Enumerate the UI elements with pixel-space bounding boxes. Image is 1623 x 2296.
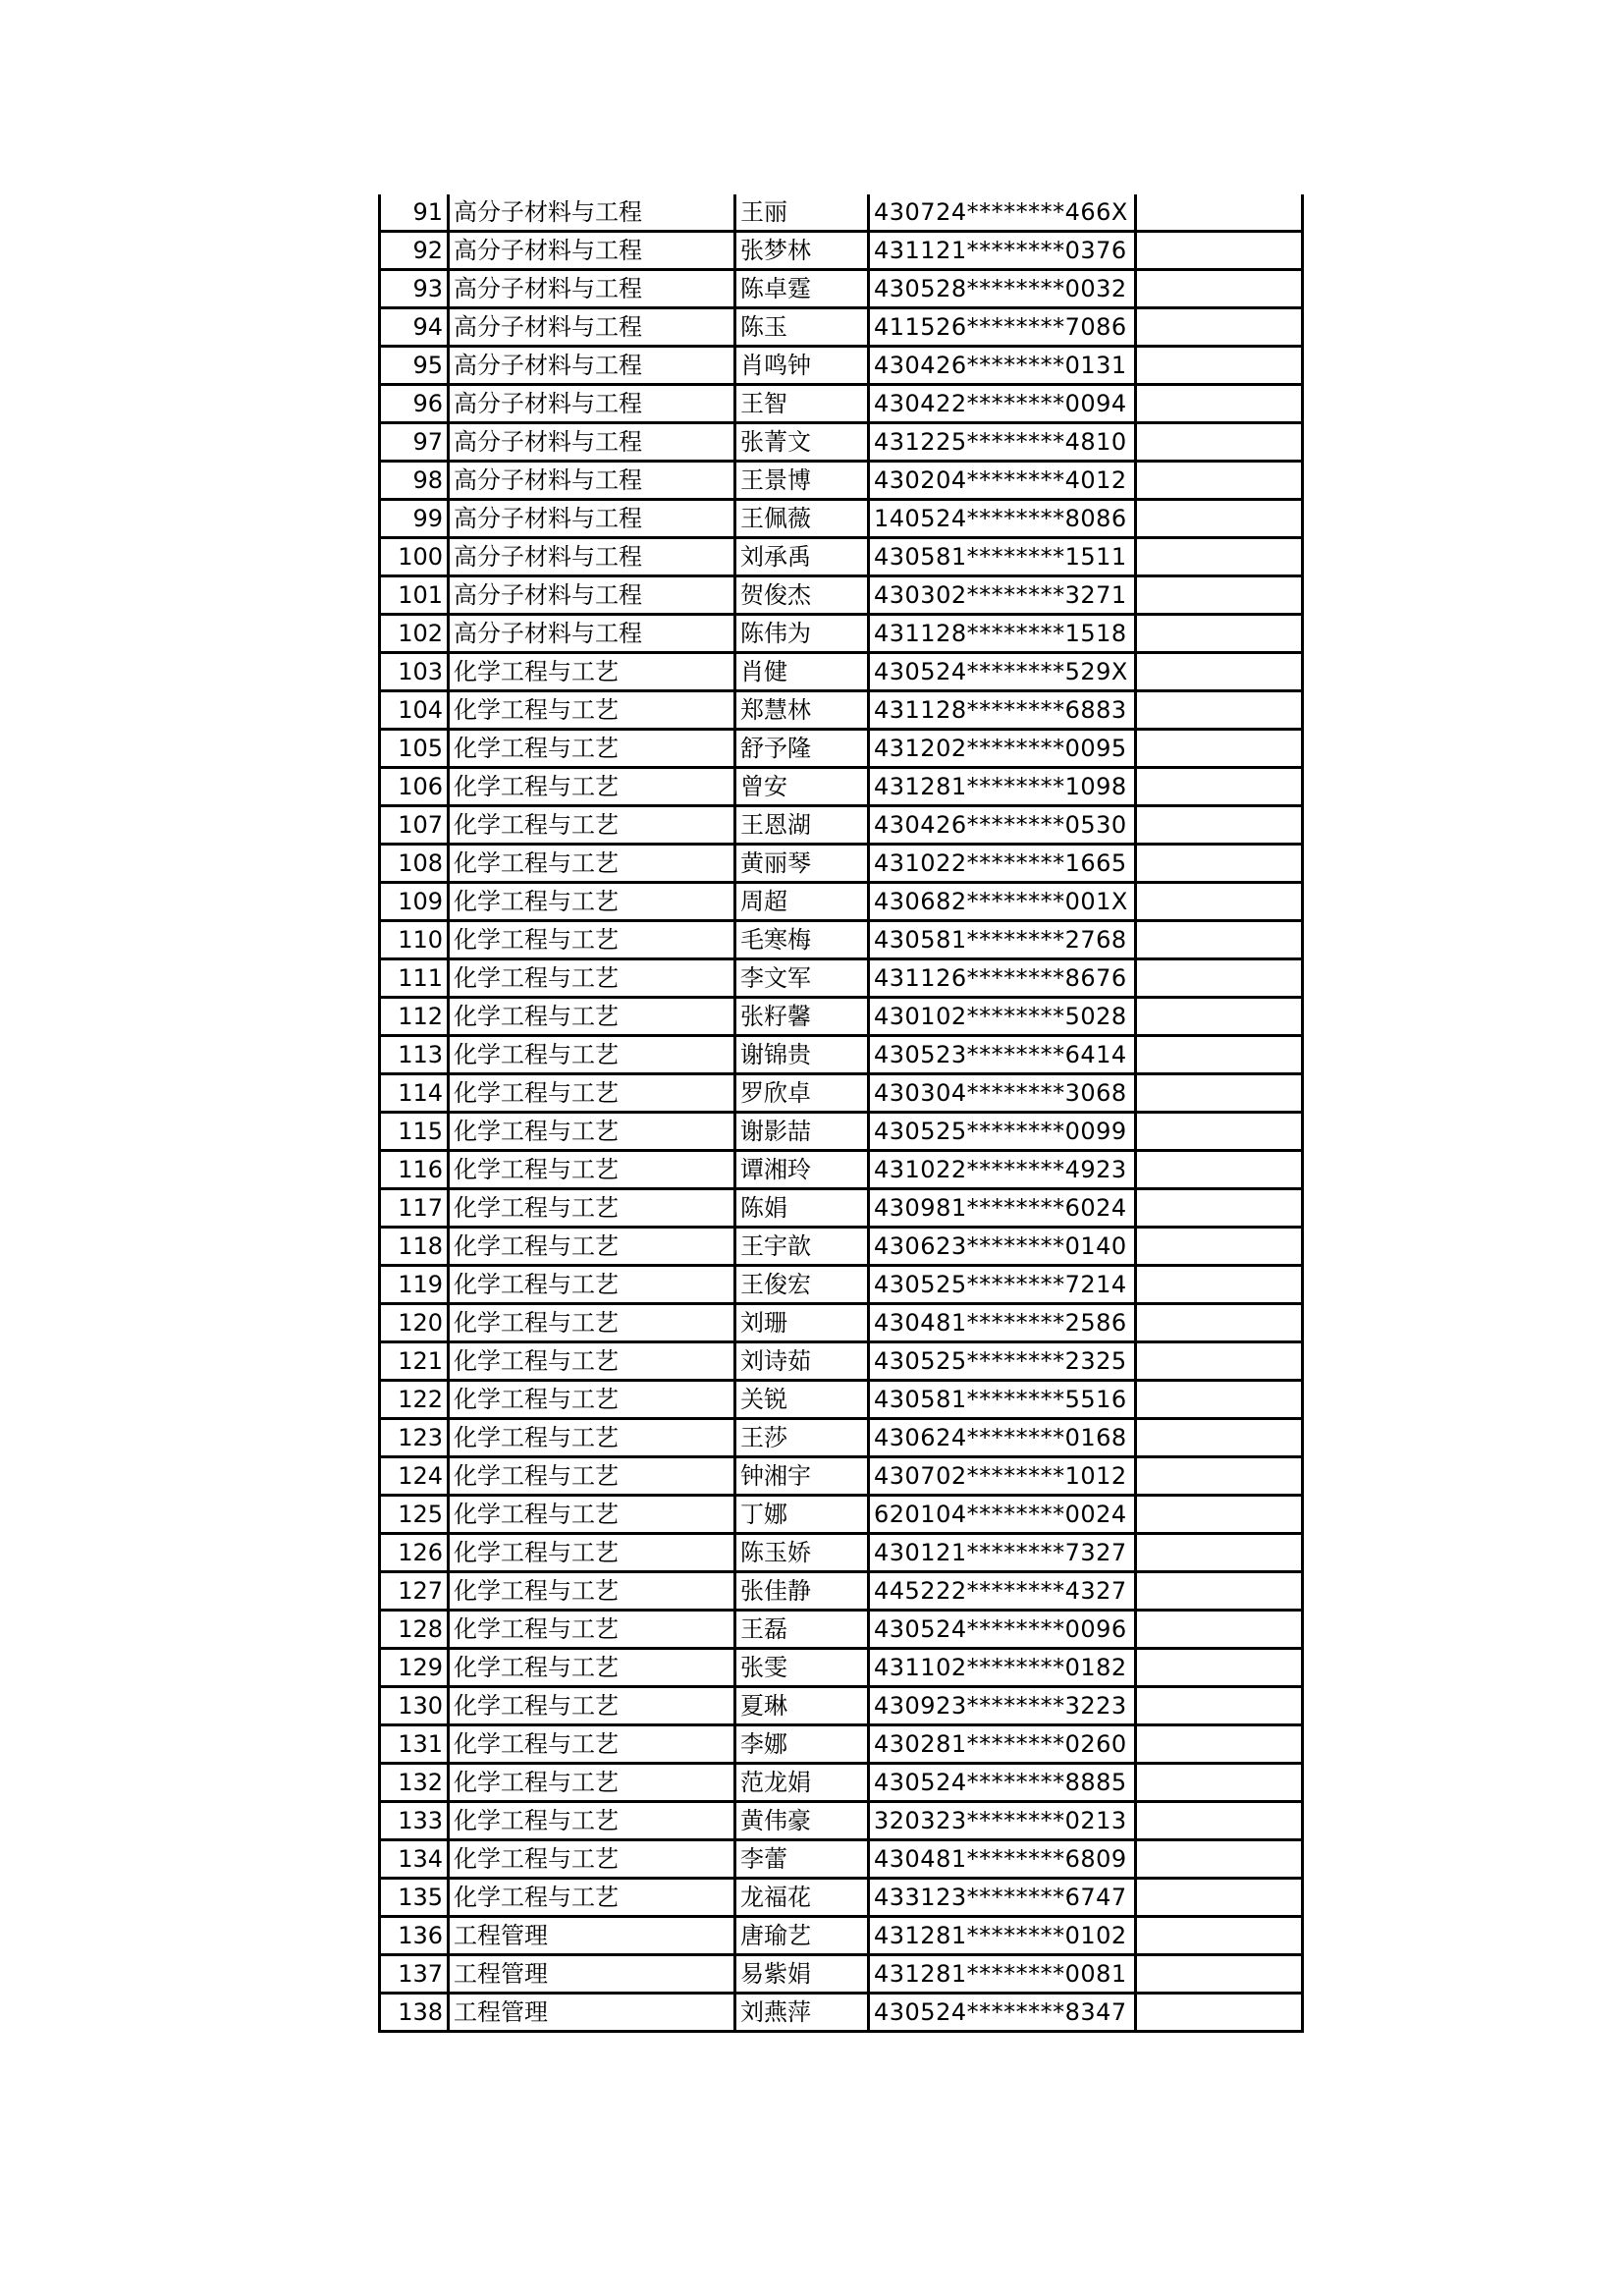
cell-row-number: 137	[380, 1955, 449, 1994]
cell-student-name: 李文军	[735, 959, 869, 998]
cell-major: 化学工程与工艺	[449, 1113, 735, 1151]
table-row	[380, 462, 1303, 500]
cell-major: 高分子材料与工程	[449, 500, 735, 538]
cell-student-name: 舒予隆	[735, 730, 869, 768]
table-row	[380, 1496, 1303, 1534]
cell-student-name: 龙福花	[735, 1879, 869, 1917]
cell-id-number: 430102********5028	[869, 998, 1136, 1036]
table-row	[380, 270, 1303, 308]
cell-remarks	[1136, 270, 1303, 308]
cell-id-number: 430682********001X	[869, 883, 1136, 921]
cell-remarks	[1136, 1687, 1303, 1725]
cell-row-number: 106	[380, 768, 449, 806]
table-row	[380, 1725, 1303, 1764]
cell-remarks	[1136, 1228, 1303, 1266]
cell-major: 化学工程与工艺	[449, 1381, 735, 1419]
table-row	[380, 730, 1303, 768]
cell-remarks	[1136, 1381, 1303, 1419]
cell-student-name: 夏琳	[735, 1687, 869, 1725]
table-row	[380, 1687, 1303, 1725]
cell-remarks	[1136, 194, 1303, 232]
cell-student-name: 周超	[735, 883, 869, 921]
cell-row-number: 99	[380, 500, 449, 538]
cell-id-number: 431121********0376	[869, 232, 1136, 270]
cell-id-number: 430281********0260	[869, 1725, 1136, 1764]
cell-student-name: 郑慧林	[735, 691, 869, 730]
cell-major: 高分子材料与工程	[449, 423, 735, 462]
table-row	[380, 1036, 1303, 1074]
cell-major: 化学工程与工艺	[449, 1611, 735, 1649]
cell-remarks	[1136, 653, 1303, 691]
cell-id-number: 431128********1518	[869, 615, 1136, 653]
cell-major: 化学工程与工艺	[449, 1840, 735, 1879]
cell-remarks	[1136, 691, 1303, 730]
cell-id-number: 431022********4923	[869, 1151, 1136, 1189]
cell-row-number: 134	[380, 1840, 449, 1879]
cell-major: 高分子材料与工程	[449, 576, 735, 615]
cell-id-number: 431281********0081	[869, 1955, 1136, 1994]
student-roster-table	[378, 194, 1304, 2033]
cell-row-number: 115	[380, 1113, 449, 1151]
cell-student-name: 唐瑜艺	[735, 1917, 869, 1955]
cell-row-number: 102	[380, 615, 449, 653]
cell-id-number: 430923********3223	[869, 1687, 1136, 1725]
table-row	[380, 423, 1303, 462]
cell-row-number: 128	[380, 1611, 449, 1649]
cell-row-number: 105	[380, 730, 449, 768]
cell-row-number: 113	[380, 1036, 449, 1074]
cell-major: 化学工程与工艺	[449, 1572, 735, 1611]
cell-student-name: 肖鸣钟	[735, 347, 869, 385]
table-row	[380, 768, 1303, 806]
cell-remarks	[1136, 1419, 1303, 1457]
cell-major: 工程管理	[449, 1994, 735, 2032]
table-row	[380, 1840, 1303, 1879]
cell-student-name: 刘燕萍	[735, 1994, 869, 2032]
cell-row-number: 130	[380, 1687, 449, 1725]
cell-row-number: 109	[380, 883, 449, 921]
cell-row-number: 118	[380, 1228, 449, 1266]
cell-student-name: 陈玉	[735, 308, 869, 347]
table-row	[380, 1764, 1303, 1802]
cell-student-name: 刘承禹	[735, 538, 869, 576]
cell-id-number: 431102********0182	[869, 1649, 1136, 1687]
cell-student-name: 张梦林	[735, 232, 869, 270]
cell-major: 化学工程与工艺	[449, 1687, 735, 1725]
cell-row-number: 123	[380, 1419, 449, 1457]
cell-student-name: 贺俊杰	[735, 576, 869, 615]
cell-remarks	[1136, 1151, 1303, 1189]
cell-student-name: 陈卓霆	[735, 270, 869, 308]
cell-remarks	[1136, 1879, 1303, 1917]
cell-student-name: 王佩薇	[735, 500, 869, 538]
table-row	[380, 1381, 1303, 1419]
cell-student-name: 关锐	[735, 1381, 869, 1419]
cell-row-number: 100	[380, 538, 449, 576]
cell-major: 化学工程与工艺	[449, 1496, 735, 1534]
cell-major: 化学工程与工艺	[449, 1419, 735, 1457]
table-row	[380, 998, 1303, 1036]
cell-row-number: 127	[380, 1572, 449, 1611]
cell-student-name: 陈玉娇	[735, 1534, 869, 1572]
cell-student-name: 张菁文	[735, 423, 869, 462]
cell-major: 化学工程与工艺	[449, 768, 735, 806]
cell-student-name: 罗欣卓	[735, 1074, 869, 1113]
cell-remarks	[1136, 1189, 1303, 1228]
cell-id-number: 431281********1098	[869, 768, 1136, 806]
cell-remarks	[1136, 347, 1303, 385]
cell-row-number: 119	[380, 1266, 449, 1304]
table-row	[380, 691, 1303, 730]
cell-student-name: 王智	[735, 385, 869, 423]
table-row	[380, 1189, 1303, 1228]
cell-student-name: 王俊宏	[735, 1266, 869, 1304]
cell-major: 化学工程与工艺	[449, 691, 735, 730]
cell-major: 高分子材料与工程	[449, 308, 735, 347]
cell-major: 化学工程与工艺	[449, 1457, 735, 1496]
cell-row-number: 114	[380, 1074, 449, 1113]
cell-student-name: 毛寒梅	[735, 921, 869, 959]
cell-row-number: 120	[380, 1304, 449, 1342]
table-row	[380, 308, 1303, 347]
table-row	[380, 1304, 1303, 1342]
cell-id-number: 430204********4012	[869, 462, 1136, 500]
cell-major: 工程管理	[449, 1917, 735, 1955]
cell-row-number: 116	[380, 1151, 449, 1189]
table-row	[380, 1572, 1303, 1611]
cell-id-number: 430121********7327	[869, 1534, 1136, 1572]
cell-student-name: 李蕾	[735, 1840, 869, 1879]
cell-remarks	[1136, 1534, 1303, 1572]
table-row	[380, 500, 1303, 538]
cell-remarks	[1136, 1036, 1303, 1074]
cell-row-number: 103	[380, 653, 449, 691]
cell-row-number: 111	[380, 959, 449, 998]
cell-id-number: 320323********0213	[869, 1802, 1136, 1840]
table-row	[380, 347, 1303, 385]
cell-id-number: 430302********3271	[869, 576, 1136, 615]
table-row	[380, 1074, 1303, 1113]
cell-remarks	[1136, 1955, 1303, 1994]
cell-id-number: 430581********1511	[869, 538, 1136, 576]
cell-student-name: 王恩湖	[735, 806, 869, 845]
cell-remarks	[1136, 1342, 1303, 1381]
cell-row-number: 110	[380, 921, 449, 959]
cell-remarks	[1136, 462, 1303, 500]
cell-student-name: 刘诗茹	[735, 1342, 869, 1381]
table-row	[380, 1113, 1303, 1151]
cell-row-number: 135	[380, 1879, 449, 1917]
cell-remarks	[1136, 921, 1303, 959]
cell-remarks	[1136, 1917, 1303, 1955]
cell-row-number: 133	[380, 1802, 449, 1840]
cell-major: 高分子材料与工程	[449, 462, 735, 500]
cell-row-number: 107	[380, 806, 449, 845]
table-row	[380, 1917, 1303, 1955]
cell-id-number: 431202********0095	[869, 730, 1136, 768]
cell-student-name: 李娜	[735, 1725, 869, 1764]
cell-id-number: 430702********1012	[869, 1457, 1136, 1496]
cell-major: 化学工程与工艺	[449, 1266, 735, 1304]
table-row	[380, 883, 1303, 921]
cell-id-number: 430528********0032	[869, 270, 1136, 308]
cell-row-number: 132	[380, 1764, 449, 1802]
cell-remarks	[1136, 1994, 1303, 2032]
cell-student-name: 王宇歆	[735, 1228, 869, 1266]
table-row	[380, 1802, 1303, 1840]
cell-major: 化学工程与工艺	[449, 1764, 735, 1802]
cell-major: 化学工程与工艺	[449, 998, 735, 1036]
cell-row-number: 124	[380, 1457, 449, 1496]
cell-student-name: 谭湘玲	[735, 1151, 869, 1189]
table-row	[380, 194, 1303, 232]
cell-remarks	[1136, 806, 1303, 845]
cell-id-number: 430422********0094	[869, 385, 1136, 423]
cell-row-number: 92	[380, 232, 449, 270]
cell-id-number: 430525********0099	[869, 1113, 1136, 1151]
cell-id-number: 430623********0140	[869, 1228, 1136, 1266]
cell-id-number: 430524********8347	[869, 1994, 1136, 2032]
cell-id-number: 430624********0168	[869, 1419, 1136, 1457]
cell-id-number: 430524********0096	[869, 1611, 1136, 1649]
cell-major: 化学工程与工艺	[449, 883, 735, 921]
cell-row-number: 101	[380, 576, 449, 615]
table-row	[380, 806, 1303, 845]
cell-remarks	[1136, 845, 1303, 883]
cell-student-name: 谢锦贵	[735, 1036, 869, 1074]
cell-id-number: 411526********7086	[869, 308, 1136, 347]
cell-row-number: 126	[380, 1534, 449, 1572]
cell-remarks	[1136, 959, 1303, 998]
cell-student-name: 谢影喆	[735, 1113, 869, 1151]
cell-remarks	[1136, 730, 1303, 768]
table-row	[380, 1611, 1303, 1649]
cell-remarks	[1136, 423, 1303, 462]
cell-remarks	[1136, 500, 1303, 538]
cell-student-name: 曾安	[735, 768, 869, 806]
cell-major: 化学工程与工艺	[449, 1036, 735, 1074]
cell-student-name: 刘珊	[735, 1304, 869, 1342]
roster-table-body	[380, 194, 1303, 2032]
cell-major: 化学工程与工艺	[449, 1189, 735, 1228]
cell-row-number: 93	[380, 270, 449, 308]
cell-remarks	[1136, 1725, 1303, 1764]
cell-student-name: 张籽馨	[735, 998, 869, 1036]
cell-row-number: 129	[380, 1649, 449, 1687]
cell-remarks	[1136, 615, 1303, 653]
cell-row-number: 112	[380, 998, 449, 1036]
cell-row-number: 121	[380, 1342, 449, 1381]
cell-remarks	[1136, 1649, 1303, 1687]
cell-student-name: 王磊	[735, 1611, 869, 1649]
cell-major: 化学工程与工艺	[449, 1725, 735, 1764]
cell-remarks	[1136, 385, 1303, 423]
cell-major: 高分子材料与工程	[449, 347, 735, 385]
cell-row-number: 95	[380, 347, 449, 385]
table-row	[380, 232, 1303, 270]
cell-major: 化学工程与工艺	[449, 1304, 735, 1342]
cell-id-number: 445222********4327	[869, 1572, 1136, 1611]
table-row	[380, 1266, 1303, 1304]
cell-major: 化学工程与工艺	[449, 959, 735, 998]
cell-id-number: 430581********2768	[869, 921, 1136, 959]
table-row	[380, 1955, 1303, 1994]
cell-student-name: 黄丽琴	[735, 845, 869, 883]
cell-student-name: 陈伟为	[735, 615, 869, 653]
cell-row-number: 131	[380, 1725, 449, 1764]
table-row	[380, 576, 1303, 615]
cell-remarks	[1136, 1074, 1303, 1113]
cell-remarks	[1136, 1611, 1303, 1649]
cell-student-name: 张佳静	[735, 1572, 869, 1611]
cell-id-number: 430481********2586	[869, 1304, 1136, 1342]
cell-row-number: 96	[380, 385, 449, 423]
cell-id-number: 430426********0530	[869, 806, 1136, 845]
cell-major: 高分子材料与工程	[449, 194, 735, 232]
cell-id-number: 430981********6024	[869, 1189, 1136, 1228]
cell-row-number: 108	[380, 845, 449, 883]
cell-major: 高分子材料与工程	[449, 385, 735, 423]
cell-remarks	[1136, 1304, 1303, 1342]
cell-major: 化学工程与工艺	[449, 1802, 735, 1840]
cell-major: 工程管理	[449, 1955, 735, 1994]
cell-id-number: 620104********0024	[869, 1496, 1136, 1534]
cell-row-number: 91	[380, 194, 449, 232]
cell-id-number: 431126********8676	[869, 959, 1136, 998]
cell-major: 高分子材料与工程	[449, 232, 735, 270]
cell-major: 化学工程与工艺	[449, 1151, 735, 1189]
cell-id-number: 430481********6809	[869, 1840, 1136, 1879]
cell-student-name: 陈娟	[735, 1189, 869, 1228]
cell-row-number: 136	[380, 1917, 449, 1955]
cell-major: 化学工程与工艺	[449, 1074, 735, 1113]
cell-remarks	[1136, 1802, 1303, 1840]
cell-student-name: 易紫娟	[735, 1955, 869, 1994]
cell-student-name: 钟湘宇	[735, 1457, 869, 1496]
cell-student-name: 张雯	[735, 1649, 869, 1687]
cell-id-number: 430525********7214	[869, 1266, 1136, 1304]
cell-major: 高分子材料与工程	[449, 270, 735, 308]
cell-remarks	[1136, 1113, 1303, 1151]
table-row	[380, 1879, 1303, 1917]
cell-student-name: 丁娜	[735, 1496, 869, 1534]
cell-remarks	[1136, 1840, 1303, 1879]
cell-id-number: 431281********0102	[869, 1917, 1136, 1955]
table-row	[380, 385, 1303, 423]
table-row	[380, 921, 1303, 959]
cell-row-number: 94	[380, 308, 449, 347]
cell-remarks	[1136, 232, 1303, 270]
cell-row-number: 117	[380, 1189, 449, 1228]
cell-id-number: 430304********3068	[869, 1074, 1136, 1113]
table-row	[380, 615, 1303, 653]
table-row	[380, 845, 1303, 883]
table-row	[380, 1457, 1303, 1496]
table-row	[380, 1151, 1303, 1189]
cell-student-name: 肖健	[735, 653, 869, 691]
table-row	[380, 1649, 1303, 1687]
cell-major: 化学工程与工艺	[449, 806, 735, 845]
cell-id-number: 430523********6414	[869, 1036, 1136, 1074]
cell-row-number: 97	[380, 423, 449, 462]
cell-row-number: 125	[380, 1496, 449, 1534]
table-row	[380, 959, 1303, 998]
table-row	[380, 1342, 1303, 1381]
cell-row-number: 122	[380, 1381, 449, 1419]
cell-major: 化学工程与工艺	[449, 1228, 735, 1266]
cell-remarks	[1136, 1457, 1303, 1496]
cell-student-name: 黄伟豪	[735, 1802, 869, 1840]
cell-row-number: 98	[380, 462, 449, 500]
cell-major: 化学工程与工艺	[449, 1534, 735, 1572]
cell-remarks	[1136, 998, 1303, 1036]
cell-id-number: 430724********466X	[869, 194, 1136, 232]
cell-id-number: 431225********4810	[869, 423, 1136, 462]
cell-id-number: 430426********0131	[869, 347, 1136, 385]
cell-major: 化学工程与工艺	[449, 921, 735, 959]
table-row	[380, 653, 1303, 691]
cell-major: 化学工程与工艺	[449, 653, 735, 691]
cell-major: 化学工程与工艺	[449, 1879, 735, 1917]
table-row	[380, 538, 1303, 576]
cell-major: 化学工程与工艺	[449, 730, 735, 768]
cell-id-number: 433123********6747	[869, 1879, 1136, 1917]
table-row	[380, 1534, 1303, 1572]
cell-major: 高分子材料与工程	[449, 615, 735, 653]
cell-id-number: 430524********8885	[869, 1764, 1136, 1802]
cell-remarks	[1136, 576, 1303, 615]
cell-id-number: 430524********529X	[869, 653, 1136, 691]
cell-remarks	[1136, 1266, 1303, 1304]
cell-remarks	[1136, 1496, 1303, 1534]
cell-major: 高分子材料与工程	[449, 538, 735, 576]
cell-id-number: 430525********2325	[869, 1342, 1136, 1381]
cell-id-number: 430581********5516	[869, 1381, 1136, 1419]
cell-remarks	[1136, 883, 1303, 921]
cell-remarks	[1136, 538, 1303, 576]
cell-remarks	[1136, 768, 1303, 806]
cell-id-number: 431128********6883	[869, 691, 1136, 730]
cell-remarks	[1136, 1572, 1303, 1611]
table-row	[380, 1994, 1303, 2032]
cell-major: 化学工程与工艺	[449, 1342, 735, 1381]
table-row	[380, 1419, 1303, 1457]
cell-id-number: 431022********1665	[869, 845, 1136, 883]
cell-remarks	[1136, 308, 1303, 347]
cell-row-number: 104	[380, 691, 449, 730]
cell-remarks	[1136, 1764, 1303, 1802]
cell-student-name: 王丽	[735, 194, 869, 232]
table-row	[380, 1228, 1303, 1266]
cell-row-number: 138	[380, 1994, 449, 2032]
cell-student-name: 范龙娟	[735, 1764, 869, 1802]
cell-id-number: 140524********8086	[869, 500, 1136, 538]
cell-major: 化学工程与工艺	[449, 845, 735, 883]
cell-student-name: 王莎	[735, 1419, 869, 1457]
cell-student-name: 王景博	[735, 462, 869, 500]
cell-major: 化学工程与工艺	[449, 1649, 735, 1687]
